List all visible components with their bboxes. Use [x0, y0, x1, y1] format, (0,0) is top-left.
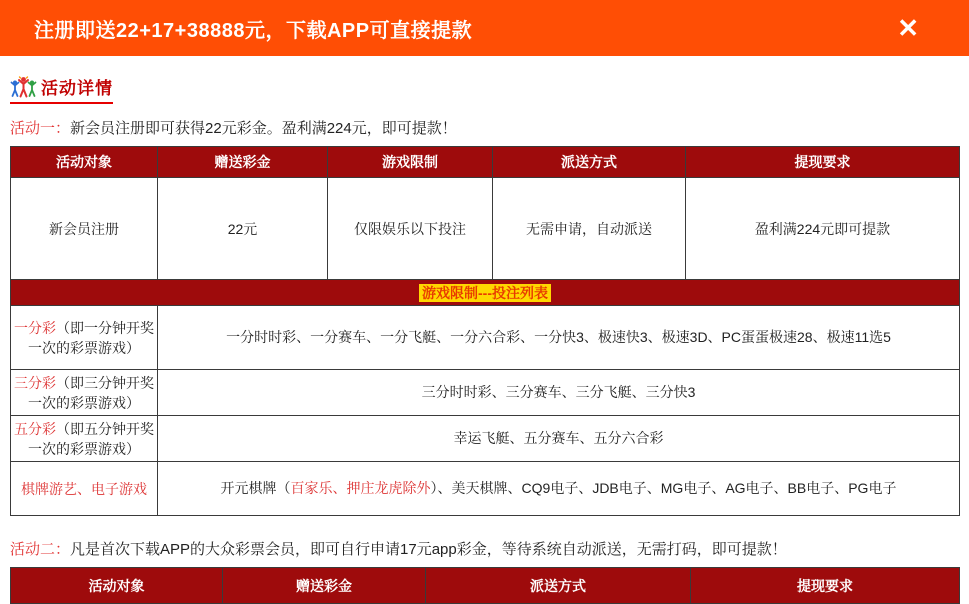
- promo-banner: [0, 0, 969, 56]
- page-title: 活动详情: [41, 79, 113, 98]
- game-list-cell: [158, 462, 960, 516]
- activity1-line: [10, 117, 959, 138]
- game-list-cell: 一分时时彩、一分赛车、一分飞艇、一分六合彩、一分快3、极速快3、极速3D、PC蛋蛋极速28、极速11选5: [158, 306, 960, 370]
- game-list-cell: 三分时时彩、三分赛车、三分飞艇、三分快3: [158, 370, 960, 416]
- cell-object: 新会员注册: [11, 178, 158, 280]
- game-list-suffix: ）、美天棋牌、CQ9电子、JDB电子、MG电子、AG电子、BB电子、PG电子: [430, 480, 897, 497]
- game-limit-banner-text: 游戏限制---投注列表: [419, 284, 551, 302]
- table1-header-bonus: 赠送彩金: [158, 147, 328, 178]
- cell-withdraw: 盈利满224元即可提款: [686, 178, 960, 280]
- game-name: 棋牌游艺、电子游戏: [21, 480, 147, 497]
- game-limit-banner-cell: [11, 280, 960, 306]
- game-row: [11, 306, 960, 370]
- page-content: [0, 56, 969, 604]
- table2-header-object: 活动对象: [11, 568, 223, 604]
- game-row: [11, 462, 960, 516]
- activity2-table: [10, 567, 960, 604]
- game-row: [11, 416, 960, 462]
- activity2-text: 凡是首次下载APP的大众彩票会员，即可自行申请17元app彩金，等待系统自动派送，无需打码，即可提款！: [70, 541, 787, 558]
- cell-bonus: 22元: [158, 178, 328, 280]
- game-name-cell: [11, 370, 158, 416]
- game-desc: （即五分钟开奖一次的彩票游戏）: [28, 420, 154, 457]
- activity1-table: [10, 146, 960, 516]
- table2-header-delivery: 派送方式: [426, 568, 691, 604]
- cell-delivery: 无需申请，自动派送: [493, 178, 686, 280]
- game-list-excluded: 百家乐、押庄龙虎除外: [290, 480, 431, 497]
- game-name-cell: [11, 462, 158, 516]
- table2-header-withdraw: 提现要求: [691, 568, 960, 604]
- table1-header-row: [11, 147, 960, 178]
- game-name: 三分彩: [14, 374, 56, 391]
- activity1-text: 新会员注册即可获得22元彩金。盈利满224元，即可提款！: [70, 120, 457, 137]
- table1-header-object: 活动对象: [11, 147, 158, 178]
- activity2-line: [10, 538, 959, 559]
- celebration-people-icon: [10, 75, 37, 98]
- table1-header-game-limit: 游戏限制: [328, 147, 493, 178]
- game-name: 一分彩: [14, 319, 56, 336]
- game-list-prefix: 开元棋牌（: [220, 480, 291, 497]
- table1-header-delivery: 派送方式: [493, 147, 686, 178]
- promo-banner-text: 注册即送22+17+38888元，下载APP可直接提款: [34, 19, 473, 42]
- activity2-label: 活动二：: [10, 541, 71, 558]
- game-name-cell: [11, 416, 158, 462]
- table1-header-withdraw: 提现要求: [686, 147, 960, 178]
- close-icon[interactable]: ✕: [897, 13, 919, 43]
- game-row: [11, 370, 960, 416]
- game-name: 五分彩: [14, 420, 56, 437]
- game-desc: （即三分钟开奖一次的彩票游戏）: [28, 374, 154, 411]
- game-list-cell: 幸运飞艇、五分赛车、五分六合彩: [158, 416, 960, 462]
- table1-data-row: [11, 178, 960, 280]
- game-desc: （即一分钟开奖一次的彩票游戏）: [28, 319, 154, 356]
- cell-game-limit: 仅限娱乐以下投注: [328, 178, 493, 280]
- table2-header-bonus: 赠送彩金: [223, 568, 426, 604]
- table2-header-row: [11, 568, 960, 604]
- activity1-label: 活动一：: [10, 120, 71, 137]
- game-name-cell: [11, 306, 158, 370]
- section-header: [10, 74, 113, 104]
- table1-banner-row: [11, 280, 960, 306]
